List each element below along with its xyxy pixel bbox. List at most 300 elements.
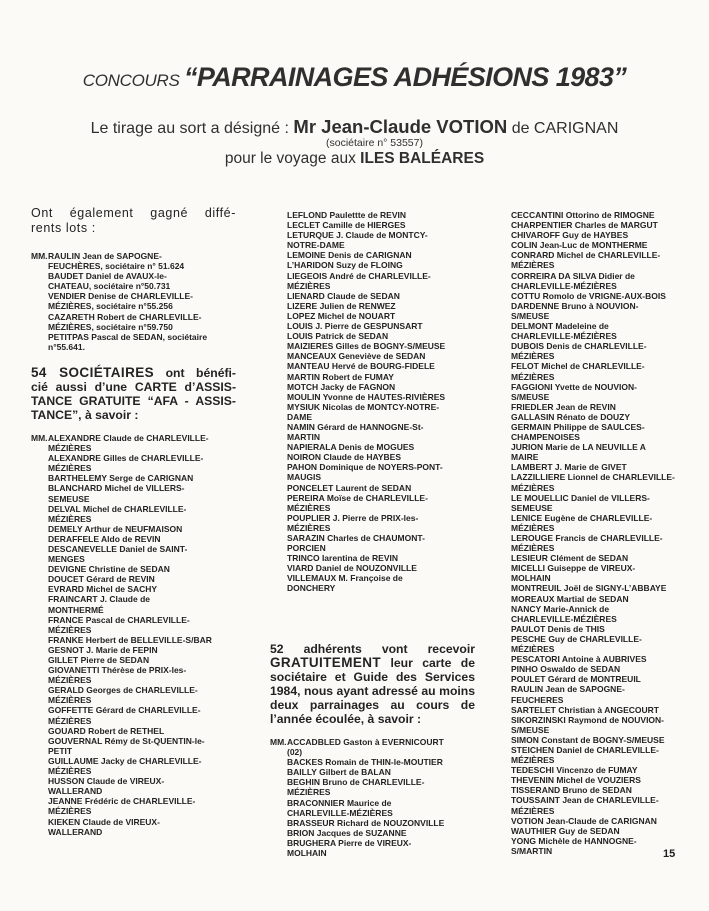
list-item [494, 422, 694, 432]
list-item [31, 726, 236, 736]
list-item-text: MÉZIÈRES [511, 543, 555, 554]
list-item [270, 523, 475, 533]
list-item-text: BAUDET Daniel de AVAUX-le- [48, 271, 167, 282]
list-item [270, 311, 475, 321]
section-heading-line [31, 380, 236, 394]
list-item-text: TEDESCHI Vincenzo de FUMAY [511, 765, 638, 776]
list-item-text: MANCEAUX Geneviève de SEDAN [287, 351, 426, 362]
list-item [494, 755, 694, 765]
page-number: 15 [663, 848, 676, 860]
list-item-text: VOTION Jean-Claude de CARIGNAN [511, 815, 657, 826]
list-item-text: PINHO Oswaldo de SEDAN [511, 664, 621, 675]
list-item [270, 828, 475, 838]
list-item [270, 361, 475, 371]
list-item [270, 787, 475, 797]
draw-announcement [0, 116, 709, 168]
list-item-text: MÉZIÈRES [48, 715, 92, 726]
winner-name: Mr Jean-Claude VOTION [293, 116, 508, 137]
page-title [0, 62, 709, 93]
list-item-text: FEUCHERES [511, 694, 564, 705]
list-item [494, 291, 694, 301]
list-item-text: DOUCET Gérard de REVIN [48, 574, 155, 585]
free-card-section [270, 642, 475, 858]
list-item [270, 848, 475, 858]
list-item [270, 321, 475, 331]
list-item [494, 644, 694, 654]
list-item-text: VILLEMAUX M. Françoise de [287, 573, 403, 584]
list-item-text: MÉZIÈRES [511, 351, 555, 362]
list-item-text: TOUSSAINT Jean de CHARLEVILLE- [511, 795, 659, 806]
list-item-text: S/MEUSE [511, 391, 550, 402]
list-item-text: MÉZIÈRES [511, 755, 555, 766]
list-item [494, 684, 694, 694]
list-item-text: PAULOT Denis de THIS [511, 623, 605, 634]
lots-intro-line: rents lots : [31, 221, 96, 235]
list-item [494, 382, 694, 392]
announcement-line-1 [0, 116, 709, 138]
list-item [270, 301, 475, 311]
list-item [494, 826, 694, 836]
list-item [31, 443, 236, 453]
list-item-text: BEGHIN Bruno de CHARLEVILLE- [287, 777, 425, 788]
list-item-text: YONG Michèle de HANNOGNE- [511, 835, 637, 846]
list-item-text: RAULIN Jean de SAPOGNE- [48, 251, 162, 261]
list-item-text: NAPIERALA Denis de MOGUES [287, 442, 415, 453]
list-item-text: DERAFFELE Aldo de REVIN [48, 533, 161, 544]
list-item [270, 250, 475, 260]
title-prefix: CONCOURS [82, 71, 180, 90]
list-item-text: DELVAL Michel de CHARLEVILLE- [48, 503, 187, 514]
list-item [494, 745, 694, 755]
free-card-members-list-cont [494, 210, 694, 856]
list-item-text: LOUIS Patrick de SEDAN [287, 331, 389, 342]
column-3 [494, 210, 694, 856]
list-item-text: DUBOIS Denis de CHARLEVILLE- [511, 341, 647, 352]
list-item [270, 402, 475, 412]
list-prefix: MM. [270, 737, 287, 747]
list-item-text: MÉZIÈRES [287, 787, 331, 798]
list-item-text: PAHON Dominique de NOYERS-PONT- [287, 462, 443, 473]
list-item [494, 705, 694, 715]
list-item-text: NANCY Marie-Annick de [511, 603, 610, 614]
list-item-text: HUSSON Claude de VIREUX- [48, 776, 165, 787]
list-item-text: FRANKE Herbert de BELLEVILLE-S/BAR [48, 634, 212, 645]
list-item-text: LETURQUE J. Claude de MONTCY- [287, 230, 428, 241]
list-item [270, 372, 475, 382]
list-item-text: (02) [287, 747, 303, 758]
list-item-text: MÉZIÈRES [48, 443, 92, 454]
list-item [270, 432, 475, 442]
list-item-text: DESCANEVELLE Daniel de SAINT- [48, 543, 188, 554]
section-heading-line [270, 670, 475, 684]
list-item-text: LENICE Eugène de CHARLEVILLE- [511, 512, 653, 523]
list-item-text: BAILLY Gilbert de BALAN [287, 767, 391, 778]
list-item [494, 806, 694, 816]
list-item-text: CHARLEVILLE-MÉZIÈRES [511, 613, 617, 624]
list-item [270, 341, 475, 351]
list-item-text: FRIEDLER Jean de REVIN [511, 401, 616, 412]
list-item-text: SIMON Constant de BOGNY-S/MEUSE [511, 734, 665, 745]
list-item [494, 351, 694, 361]
lots-intro-line: Ont également gagné diffé- [31, 206, 236, 220]
list-item [494, 311, 694, 321]
list-item [31, 574, 236, 584]
list-item [494, 230, 694, 240]
list-item [494, 573, 694, 583]
list-item-text: DEMELY Arthur de NEUFMAISON [48, 523, 183, 534]
trip-prefix: pour le voyage aux [224, 149, 356, 167]
list-item-text: DARDENNE Bruno à NOUVION- [511, 300, 639, 311]
list-item [31, 494, 236, 504]
list-prefix: MM. [31, 432, 48, 443]
list-item-text: KIEKEN Claude de VIREUX- [48, 816, 160, 827]
list-item [270, 533, 475, 543]
list-item [494, 402, 694, 412]
section-heading-line [31, 408, 236, 422]
list-item [31, 776, 236, 786]
list-item-text: MÉZIÈRES [48, 463, 92, 474]
list-item-text: MONTREUIL Joël de SIGNY-L’ABBAYE [511, 583, 667, 594]
list-item-text: PESCHE Guy de CHARLEVILLE- [511, 633, 642, 644]
section-heading-line [31, 394, 236, 408]
list-item [270, 271, 475, 281]
list-item [31, 271, 236, 281]
list-item [494, 462, 694, 472]
list-item-text: BACKES Romain de THIN-le-MOUTIER [287, 757, 443, 768]
list-item-text: BRUGHERA Pierre de VIREUX- [287, 837, 412, 848]
list-item [270, 392, 475, 402]
heading-text: deux parrainages au cours de [270, 698, 475, 712]
list-item [31, 756, 236, 766]
list-item [31, 817, 236, 827]
heading-emphasis: GRATUITEMENT [270, 655, 382, 670]
list-item-text: L’HARIDON Suzy de FLOING [287, 260, 403, 271]
list-item [494, 432, 694, 442]
list-item [31, 705, 236, 715]
list-item-text: LAZZILLIERE Lionnel de CHARLEVILLE- [511, 472, 675, 483]
list-item [31, 433, 236, 443]
list-item-text: FRAINCART J. Claude de [48, 594, 151, 605]
list-item [31, 584, 236, 594]
list-item [31, 746, 236, 756]
list-item-text: POULET Gérard de MONTREUIL [511, 674, 641, 685]
list-item [270, 291, 475, 301]
list-item-text: CHARLEVILLE-MÉZIÈRES [511, 280, 617, 291]
list-item-text: NOIRON Claude de HAYBES [287, 452, 401, 463]
list-item [270, 472, 475, 482]
list-item [494, 674, 694, 684]
list-item-text: MÉZIÈRES [511, 482, 555, 493]
list-item [31, 301, 236, 311]
lots-intro [31, 206, 236, 236]
list-item [270, 442, 475, 452]
list-item [494, 664, 694, 674]
list-item [494, 533, 694, 543]
list-item-text: LOUIS J. Pierre de GESPUNSART [287, 321, 423, 332]
list-item [494, 372, 694, 382]
list-item-text: MÉZIÈRES [511, 522, 555, 533]
section-heading-line [270, 656, 475, 670]
list-item [494, 775, 694, 785]
list-item-text: MÉZIÈRES [48, 806, 92, 817]
list-item-text: DAME [287, 411, 313, 422]
list-item-text: GOFFETTE Gérard de CHARLEVILLE- [48, 705, 201, 716]
heading-text: TANCE GRATUITE “AFA - ASSIS- [31, 393, 236, 408]
list-item [31, 261, 236, 271]
list-item-text: TISSERAND Bruno de SEDAN [511, 785, 632, 796]
list-item-text: CHAMPENOISES [511, 432, 580, 443]
list-item-text: GESNOT J. Marie de FEPIN [48, 644, 158, 655]
list-item-text: FEUCHÈRES, sociétaire n° 51.624 [48, 261, 185, 272]
list-item-text: CHARLEVILLE-MÉZIÈRES [287, 807, 393, 818]
list-item-text: MOULIN Yvonne de HAUTES-RIVIÈRES [287, 391, 446, 402]
list-item-text: MICELLI Guiseppe de VIREUX- [511, 563, 636, 574]
list-item-text: DEVIGNE Christine de SEDAN [48, 564, 170, 575]
list-item [31, 504, 236, 514]
trip-destination: ILES BALÉARES [360, 149, 485, 167]
list-item-text: MÉZIÈRES [287, 522, 331, 533]
list-item-text: MÉZIÈRES [511, 371, 555, 382]
list-item-text: LAMBERT J. Marie de GIVET [511, 462, 627, 473]
list-item-text: LEROUGE Francis de CHARLEVILLE- [511, 533, 663, 543]
list-item-text: CHATEAU, sociétaire n°50.731 [48, 281, 171, 292]
list-item [31, 342, 236, 352]
list-item [494, 836, 694, 846]
list-item-text: LOPEZ Michel de NOUART [287, 310, 396, 321]
list-item-text: JEANNE Frédéric de CHARLEVILLE- [48, 796, 196, 807]
list-item-text: DONCHERY [287, 583, 336, 594]
winner-town: de CARIGNAN [511, 120, 619, 137]
list-item [494, 361, 694, 371]
list-item [494, 816, 694, 826]
list-item-text: PESCATORI Antoine à AUBRIVES [511, 654, 647, 665]
list-item [494, 321, 694, 331]
list-item-text: DELMONT Madeleine de [511, 321, 609, 332]
list-item [494, 503, 694, 513]
list-item [31, 463, 236, 473]
list-item-text: WALLERAND [48, 786, 103, 797]
list-item-text: CAZARETH Robert de CHARLEVILLE- [48, 311, 202, 322]
section-heading-line [31, 366, 236, 380]
list-item [270, 493, 475, 503]
list-item [31, 291, 236, 301]
list-item-text: BRION Jacques de SUZANNE [287, 827, 407, 838]
assistance-members-list [31, 433, 236, 837]
list-item [494, 331, 694, 341]
list-item-text: COLIN Jean-Luc de MONTHERME [511, 240, 648, 251]
list-item-text: MARTIN [287, 432, 321, 443]
list-item [270, 563, 475, 573]
list-item [31, 786, 236, 796]
list-item-text: TRINCO Iarentina de REVIN [287, 553, 398, 564]
winner-member-number: (sociétaire n° 53557) [325, 137, 423, 150]
list-item-text: MARTIN Robert de FUMAY [287, 371, 394, 382]
list-item [494, 301, 694, 311]
list-item-text: MOLHAIN [287, 848, 327, 859]
list-item [270, 573, 475, 583]
list-item [31, 322, 236, 332]
list-item [494, 614, 694, 624]
list-item [31, 594, 236, 604]
list-item [494, 483, 694, 493]
list-item-text: MÉZIÈRES, sociétaire n°59.750 [48, 321, 173, 332]
list-item [31, 625, 236, 635]
list-item [270, 230, 475, 240]
heading-text: 1984, nous ayant adressé au moins [270, 684, 475, 698]
list-item [494, 341, 694, 351]
list-item-text: MONTHERMÉ [48, 604, 104, 615]
lots-winners-list [31, 251, 236, 352]
list-item [270, 513, 475, 523]
list-item [31, 736, 236, 746]
section-heading-line [270, 698, 475, 712]
list-item-text: MÉZIÈRES [287, 280, 331, 291]
list-item-text: MÉZIÈRES [48, 766, 92, 777]
list-item [494, 563, 694, 573]
section-heading-line [270, 642, 475, 656]
list-item [494, 493, 694, 503]
list-item-text: NAMIN Gérard de HANNOGNE-St- [287, 421, 424, 432]
list-item [494, 594, 694, 604]
list-item [270, 503, 475, 513]
list-item-text: BRACONNIER Maurice de [287, 797, 392, 808]
list-item-text: EVRARD Michel de SACHY [48, 584, 158, 595]
assistance-card-heading [31, 366, 236, 422]
list-item-text: CONRARD Michel de CHARLEVILLE- [511, 250, 661, 261]
list-item-text: CHARPENTIER Charles de MARGUT [511, 220, 658, 231]
list-item-text: MÉZIÈRES [48, 675, 92, 686]
list-item [494, 543, 694, 553]
list-item [270, 483, 475, 493]
list-item-text: GALLASIN Rénato de DOUZY [511, 411, 631, 422]
list-item [31, 655, 236, 665]
list-item [494, 442, 694, 452]
list-item-text: CECCANTINI Ottorino de RIMOGNE [511, 210, 655, 220]
list-item-text: PETIT [48, 745, 73, 756]
list-item-text: MOLHAIN [511, 573, 551, 584]
list-item [494, 392, 694, 402]
list-item [31, 675, 236, 685]
list-item-text: VIARD Daniel de NOUZONVILLE [287, 563, 417, 574]
list-item [31, 312, 236, 322]
list-item-text: MÉZIÈRES [511, 644, 555, 655]
list-item [270, 737, 475, 747]
list-item [494, 412, 694, 422]
list-item-text: S/MEUSE [511, 310, 550, 321]
list-item [31, 544, 236, 554]
list-item-text: GIOVANETTI Thérèse de PRIX-les- [48, 665, 187, 676]
list-item [31, 332, 236, 342]
list-item-text: BLANCHARD Michel de VILLERS- [48, 483, 185, 494]
list-item-text: SARTELET Christian à ANGECOURT [511, 704, 659, 715]
list-item-text: GUILLAUME Jacky de CHARLEVILLE- [48, 755, 202, 766]
list-item-text: VENDIER Denise de CHARLEVILLE- [48, 291, 193, 302]
list-item [31, 716, 236, 726]
list-item [270, 757, 475, 767]
list-item [494, 785, 694, 795]
list-item-text: FAGGIONI Yvette de NOUVION- [511, 381, 637, 392]
list-item [494, 240, 694, 250]
heading-text: l’année écoulée, à savoir : [270, 712, 422, 726]
list-item [31, 564, 236, 574]
list-item-text: MOREAUX Martial de SEDAN [511, 593, 629, 604]
list-item-text: THEVENIN Michel de VOUZIERS [511, 775, 641, 786]
list-item-text: FRANCE Pascal de CHARLEVILLE- [48, 614, 190, 625]
list-item [270, 382, 475, 392]
heading-text: ont bénéfi- [154, 365, 236, 380]
list-item-text: LIZERE Julien de RENWEZ [287, 300, 396, 311]
spacer [31, 236, 236, 251]
list-item [31, 281, 236, 291]
list-item-text: PONCELET Laurent de SEDAN [287, 482, 412, 493]
spacer [31, 352, 236, 366]
list-item-text: MÉZIÈRES [287, 502, 331, 513]
list-item [270, 462, 475, 472]
free-card-members-list [270, 737, 475, 858]
free-card-heading [270, 642, 475, 726]
list-item [270, 808, 475, 818]
list-item-text: MÉZIÈRES [48, 695, 92, 706]
heading-text: leur carte de [381, 656, 475, 670]
spacer [31, 422, 236, 433]
section-heading-line [270, 712, 475, 726]
list-item [31, 605, 236, 615]
list-item-text: NOTRE-DAME [287, 240, 345, 251]
list-item [494, 725, 694, 735]
list-item [270, 798, 475, 808]
list-item [270, 838, 475, 848]
list-item-text: JURION Marie de LA NEUVILLE A [511, 442, 646, 453]
list-item [270, 281, 475, 291]
heading-text: sociétaire et Guide des Services [270, 670, 475, 684]
list-item-text: GERALD Georges de CHARLEVILLE- [48, 685, 198, 696]
list-item [31, 766, 236, 776]
list-item-text: MÉZIÈRES [48, 624, 92, 635]
list-item [31, 483, 236, 493]
list-item [31, 514, 236, 524]
list-item-text: STEICHEN Daniel de CHARLEVILLE- [511, 744, 659, 755]
list-item-text: BARTHELEMY Serge de CARIGNAN [48, 473, 194, 484]
list-item [494, 795, 694, 805]
list-item-text: CHIVAROFF Guy de HAYBES [511, 230, 629, 241]
list-item-text: MENGES [48, 554, 85, 565]
list-item-text: MAUGIS [287, 472, 321, 483]
list-item [494, 513, 694, 523]
list-item-text: MÉZIÈRES [48, 513, 92, 524]
list-item [494, 604, 694, 614]
list-item [31, 615, 236, 625]
list-item [270, 220, 475, 230]
list-item [31, 796, 236, 806]
list-item [31, 524, 236, 534]
list-item [494, 553, 694, 563]
list-item [494, 634, 694, 644]
list-item-text: PORCIEN [287, 543, 326, 554]
list-item-text: WAUTHIER Guy de SEDAN [511, 825, 620, 836]
list-item [494, 715, 694, 725]
list-item [494, 281, 694, 291]
list-item [494, 210, 694, 220]
list-item [494, 695, 694, 705]
list-item-text: LE MOUELLIC Daniel de VILLERS- [511, 492, 650, 503]
list-item [31, 685, 236, 695]
list-item-text: S/MEUSE [511, 724, 550, 735]
list-item-text: ALEXANDRE Gilles de CHARLEVILLE- [48, 453, 204, 464]
spacer [270, 726, 475, 737]
list-item [494, 624, 694, 634]
list-item [270, 777, 475, 787]
list-item [494, 583, 694, 593]
